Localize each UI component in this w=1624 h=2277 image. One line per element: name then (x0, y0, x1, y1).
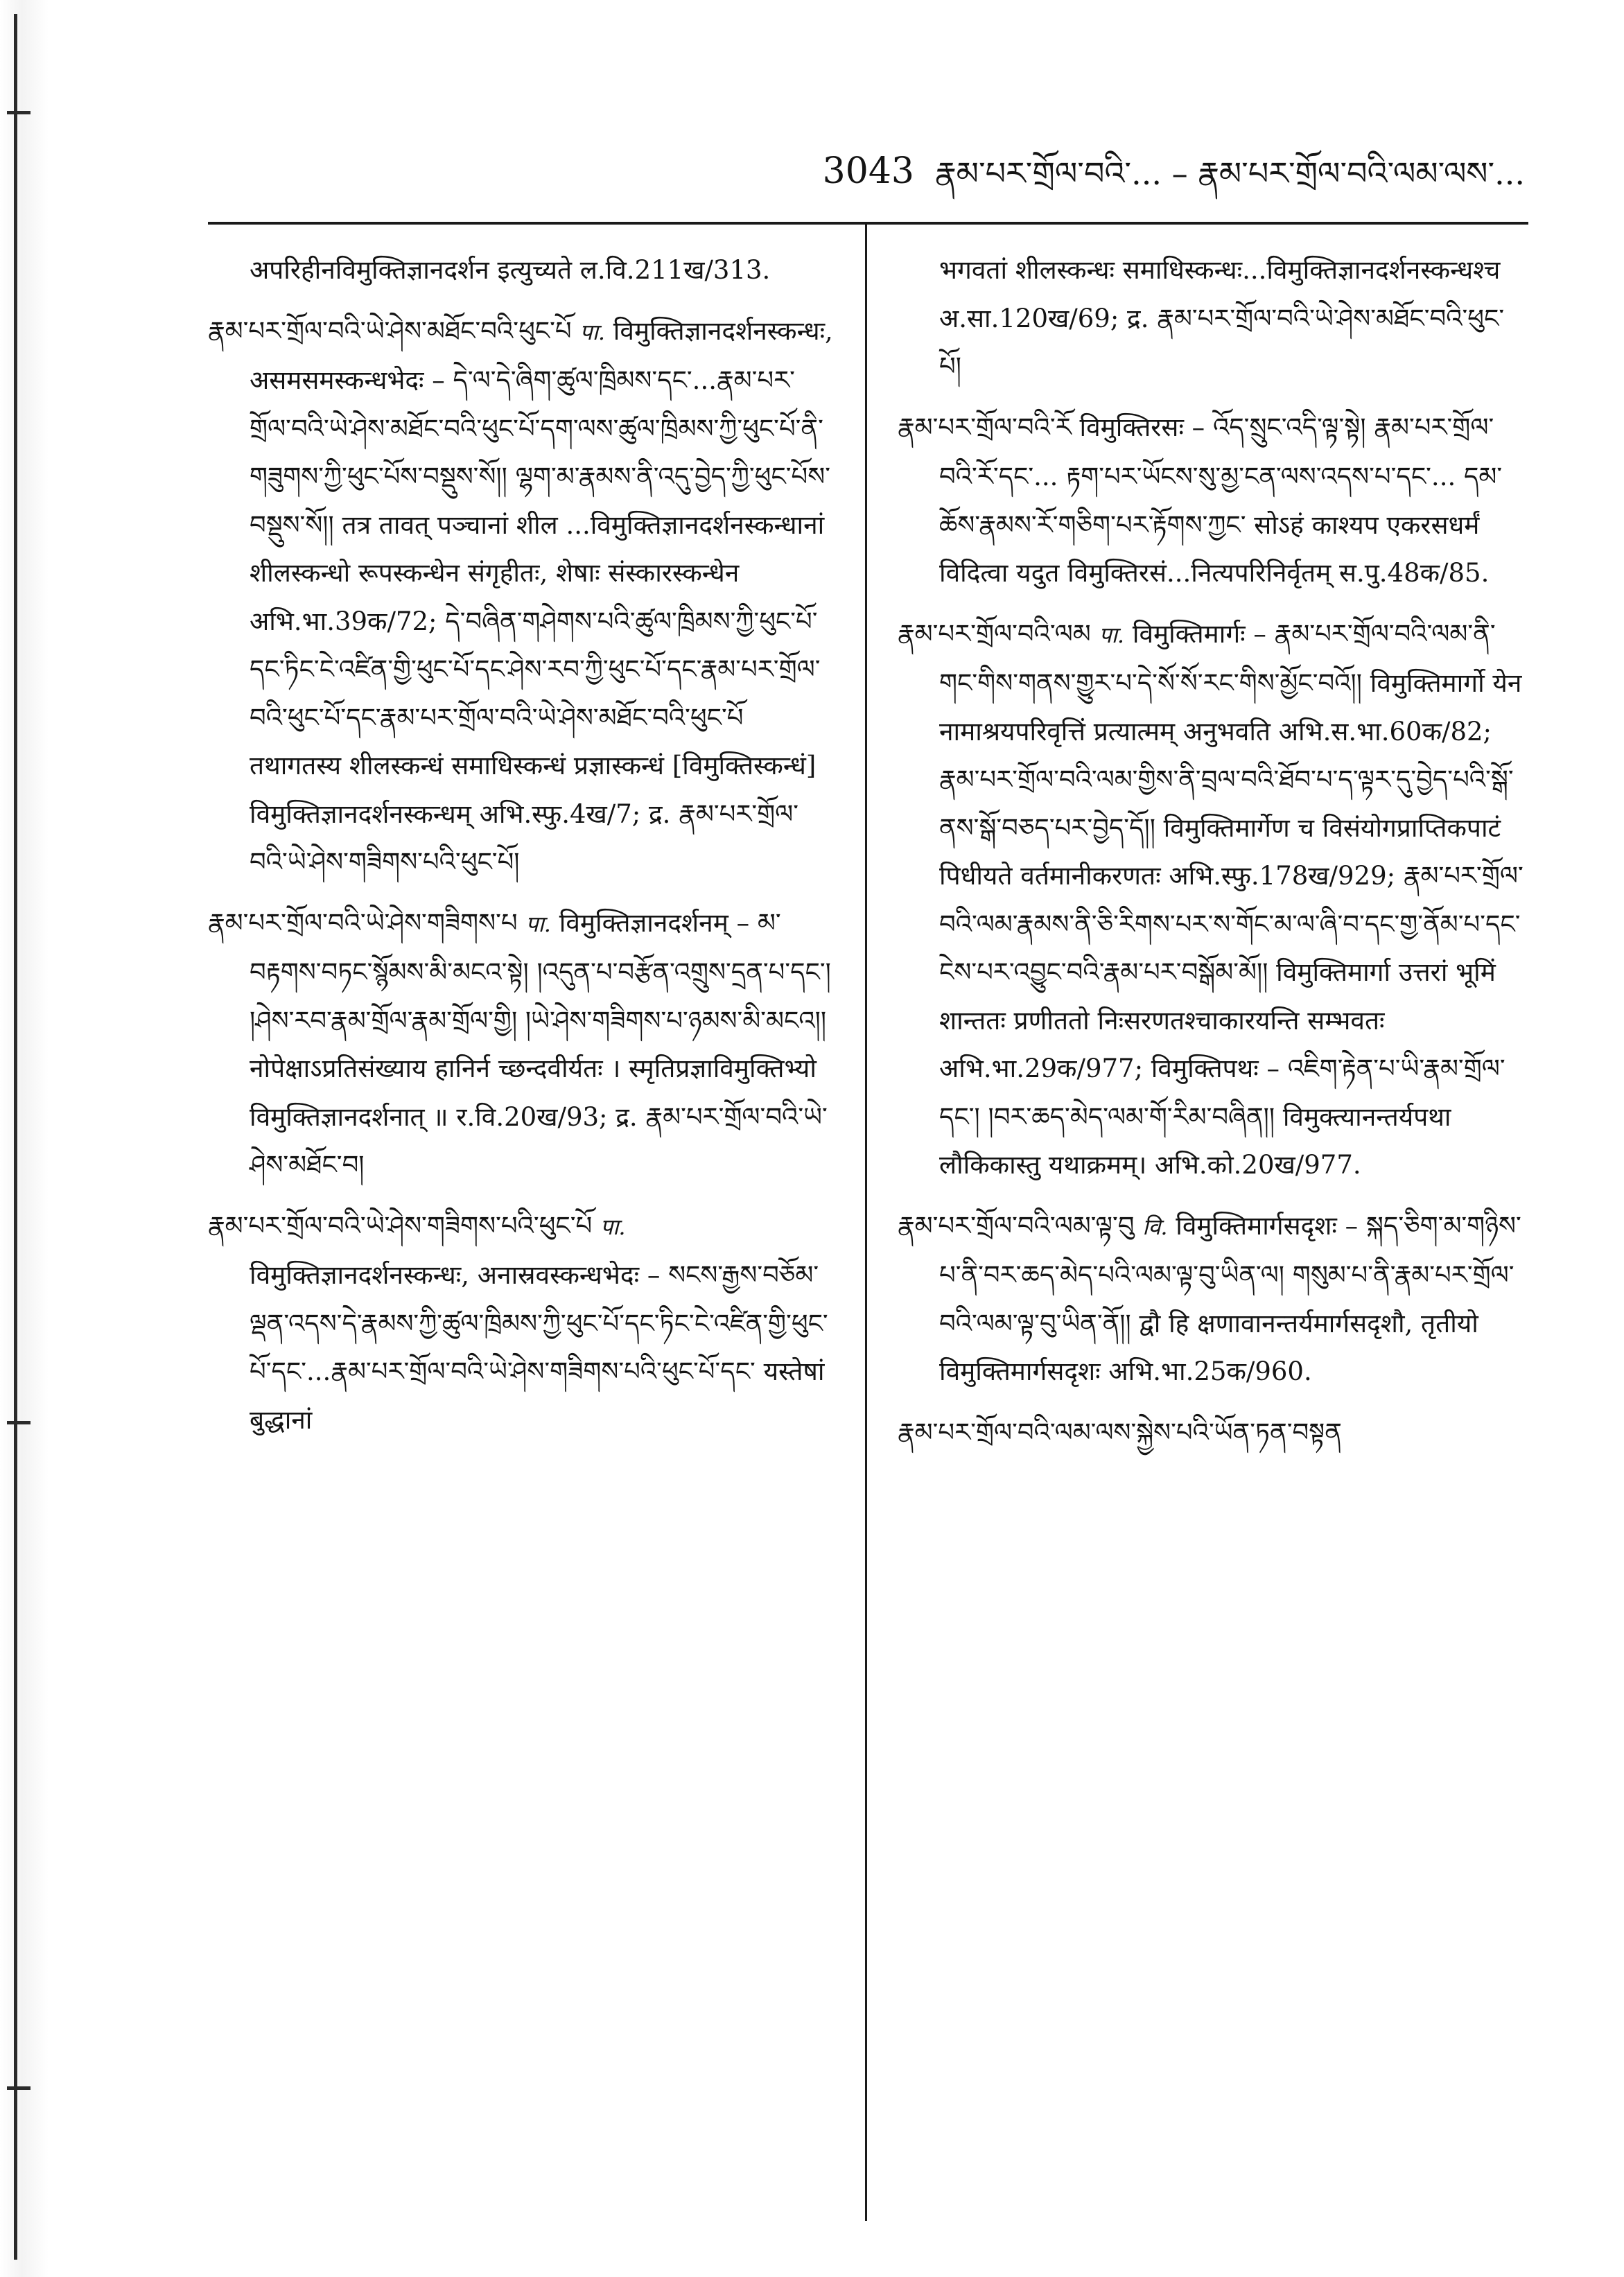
grammar-tag: वि. (1142, 1213, 1168, 1240)
dictionary-entry (208, 899, 835, 1189)
entry-text: विमुक्तिज्ञानदर्शनस्कन्धः, असमसमस्कन्धभेदः – དེ་ལ་དེ་ཞིག་ཚུལ་ཁྲིམས་དང་...རྣམ་པར་གྲོལ་བའི་ཡེ་ཤེས་མཐོང་བའི་ཕུང་པོ་དག་ལས་ཚུལ་ཁྲིམས་ཀྱི་ཕུང་པོ་ནི་གཟུགས་ཀྱི་ཕུང་པོས་བསྡུས་སོ།། ལྷག་མ་རྣམས་ནི་འདུ་བྱེད་ཀྱི་ཕུང་པོས་བསྡུས་སོ།། तत्र तावत् पञ्चानां शील ...विमुक्तिज्ञानदर्शनस्कन्धानां शीलस्कन्धो रूपस्कन्धेन संगृहीतः, शेषाः संस्कारस्कन्धेन अभि.भा.39क/72; དེ་བཞིན་གཤེགས་པའི་ཚུལ་ཁྲིམས་ཀྱི་ཕུང་པོ་དང་ཏིང་ངེ་འཛིན་གྱི་ཕུང་པོ་དང་ཤེས་རབ་ཀྱི་ཕུང་པོ་དང་རྣམ་པར་གྲོལ་བའི་ཕུང་པོ་དང་རྣམ་པར་གྲོལ་བའི་ཡེ་ཤེས་མཐོང་བའི་ཕུང་པོ तथागतस्य शीलस्कन्धं समाधिस्कन्धं प्रज्ञास्कन्धं [विमुक्तिस्कन्धं] विमुक्तिज्ञानदर्शनस्कन्धम् अभि.स्फु.4ख/7; द्र. རྣམ་པར་གྲོལ་བའི་ཡེ་ཤེས་གཟིགས་པའི་ཕུང་པོ། (250, 315, 833, 877)
entry-text: विमुक्तिज्ञानदर्शनस्कन्धः, अनास्रवस्कन्धभेदः – སངས་རྒྱས་བཅོམ་ལྡན་འདས་དེ་རྣམས་ཀྱི་ཚུལ་ཁྲིམས་ཀྱི་ཕུང་པོ་དང་ཏིང་ངེ་འཛིན་གྱི་ཕུང་པོ་དང་...རྣམ་པར་གྲོལ་བའི་ཡེ་ཤེས་གཟིགས་པའི་ཕུང་པོ་དང་ यस्तेषां बुद्धानां (250, 1260, 828, 1435)
header-rule (208, 222, 1528, 225)
entry-headword: རྣམ་པར་གྲོལ་བའི་ཡེ་ཤེས་གཟིགས་པའི་ཕུང་པོ (208, 1210, 593, 1241)
running-header (208, 123, 1525, 192)
entry-continuation (898, 246, 1525, 391)
page-number: 3043 (822, 150, 914, 192)
dictionary-entry (898, 1408, 1525, 1458)
entry-text: विमुक्तिरसः – འོད་སྲུང་འདི་ལྟ་སྟེ། རྣམ་པར་གྲོལ་བའི་རོ་དང་... རྟག་པར་ཡོངས་སུ་མྱ་ངན་ལས་འདས་པ་དང་... དམ་ཆོས་རྣམས་རོ་གཅིག་པར་རྟོགས་ཀྱང་ सोऽहं काश्यप एकरसधर्मं विदित्वा यदुत विमुक्तिरसं...नित्यपरिनिर्वृतम् स.पु.48क/85. (939, 412, 1503, 588)
entry-headword: རྣམ་པར་གྲོལ་བའི་ལམ (898, 618, 1091, 649)
grammar-tag: पा. (579, 318, 606, 345)
entry-text: विमुक्तिमार्गः – རྣམ་པར་གྲོལ་བའི་ལམ་ནི་གང་གིས་གནས་གྱུར་པ་དེ་སོ་སོ་རང་གིས་མྱོང་བའོ།། विमुक्तिमार्गो येन नामाश्रयपरिवृत्तिं प्रत्यात्मम् अनुभवति अभि.स.भा.60क/82; རྣམ་པར་གྲོལ་བའི་ལམ་གྱིས་ནི་བྲལ་བའི་ཐོབ་པ་ད་ལྟར་དུ་བྱེད་པའི་སྒོ་ནས་སྒོ་བཅད་པར་བྱེད་དོ།། विमुक्तिमार्गेण च विसंयोगप्राप्तिकपाटं पिधीयते वर्तमानीकरणतः अभि.स्फु.178ख/929; རྣམ་པར་གྲོལ་བའི་ལམ་རྣམས་ནི་ཅི་རིགས་པར་ས་གོང་མ་ལ་ཞི་བ་དང་གྱ་ནོམ་པ་དང་ངེས་པར་འབྱུང་བའི་རྣམ་པར་བསྒོམ་མོ།། विमुक्तिमार्गा उत्तरां भूमिं शान्ततः प्रणीततो निःसरणतश्चाकारयन्ति सम्भवतः अभि.भा.29क/977; विमुक्तिपथः – འཇིག་རྟེན་པ་ཡི་རྣམ་གྲོལ་དང་། །བར་ཆད་མེད་ལམ་གོ་རིམ་བཞིན།། विमुक्त्यानन्तर्यपथा लौकिकास्तु यथाक्रमम्। अभि.को.20ख/977. (939, 618, 1523, 1180)
grammar-tag: पा. (525, 910, 551, 937)
grammar-tag: पा. (1099, 621, 1125, 648)
entry-headword: རྣམ་པར་གྲོལ་བའི་རོ (898, 412, 1072, 442)
entry-headword: རྣམ་པར་གྲོལ་བའི་ཡེ་ཤེས་གཟིགས་པ (208, 907, 518, 938)
book-binding-edge (0, 0, 49, 2277)
headword-range: རྣམ་པར་གྲོལ་བའི་... – རྣམ་པར་གྲོལ་བའི་ལམ་ལས་... (935, 155, 1525, 192)
dictionary-entry (208, 1202, 835, 1445)
binding-tick (7, 2086, 30, 2090)
dictionary-entry (208, 307, 835, 887)
entry-text: विमुक्तिमार्गसदृशः – སྐད་ཅིག་མ་གཉིས་པ་ནི་བར་ཆད་མེད་པའི་ལམ་ལྟ་བུ་ཡིན་ལ། གསུམ་པ་ནི་རྣམ་པར་གྲོལ་བའི་ལམ་ལྟ་བུ་ཡིན་ནོ།། द्वौ हि क्षणावानन्तर्यमार्गसदृशौ, तृतीयो विमुक्तिमार्गसदृशः अभि.भा.25क/960. (939, 1210, 1521, 1386)
left-column (208, 246, 835, 2228)
binding-tick (7, 111, 30, 114)
right-column (898, 246, 1525, 2228)
entry-headword: རྣམ་པར་གྲོལ་བའི་ཡེ་ཤེས་མཐོང་བའི་ཕུང་པོ (208, 315, 572, 346)
binding-tick (7, 1421, 30, 1424)
entry-headword: རྣམ་པར་གྲོལ་བའི་ལམ་ལས་སྐྱེས་པའི་ཡོན་ཏན་བསྟན (898, 1417, 1342, 1447)
binding-rule (14, 14, 17, 2260)
dictionary-entry (898, 610, 1525, 1189)
entry-text: भगवतां शीलस्कन्धः समाधिस्कन्धः...विमुक्तिज्ञानदर्शनस्कन्धश्च अ.सा.120ख/69; द्र. རྣམ་པར་གྲོལ་བའི་ཡེ་ཤེས་མཐོང་བའི་ཕུང་པོ། (939, 255, 1505, 381)
entry-text: अपरिहीनविमुक्तिज्ञानदर्शन इत्युच्यते ल.वि.211ख/313. (250, 255, 771, 285)
dictionary-entry (898, 403, 1525, 597)
grammar-tag: पा. (600, 1213, 626, 1240)
entry-continuation (208, 246, 835, 295)
entry-headword: རྣམ་པར་གྲོལ་བའི་ལམ་ལྟ་བུ (898, 1210, 1135, 1241)
column-divider (865, 225, 867, 2221)
dictionary-entry (898, 1202, 1525, 1396)
entry-text: विमुक्तिज्ञानदर्शनम् – མ་བརྟགས་བཏང་སྙོམས་མི་མངའ་སྟེ། །འདུན་པ་བརྩོན་འགྲུས་དྲན་པ་དང་། །ཤེས་རབ་རྣམ་གྲོལ་རྣམ་གྲོལ་གྱི། །ཡེ་ཤེས་གཟིགས་པ་ཉམས་མི་མངའ།། नोपेक्षाऽप्रतिसंख्याय हानिर्न च्छन्दवीर्यतः । स्मृतिप्रज्ञाविमुक्तिभ्यो विमुक्तिज्ञानदर्शनात् ॥ र.वि.20ख/93; द्र. རྣམ་པར་གྲོལ་བའི་ཡེ་ཤེས་མཐོང་བ། (250, 907, 831, 1180)
